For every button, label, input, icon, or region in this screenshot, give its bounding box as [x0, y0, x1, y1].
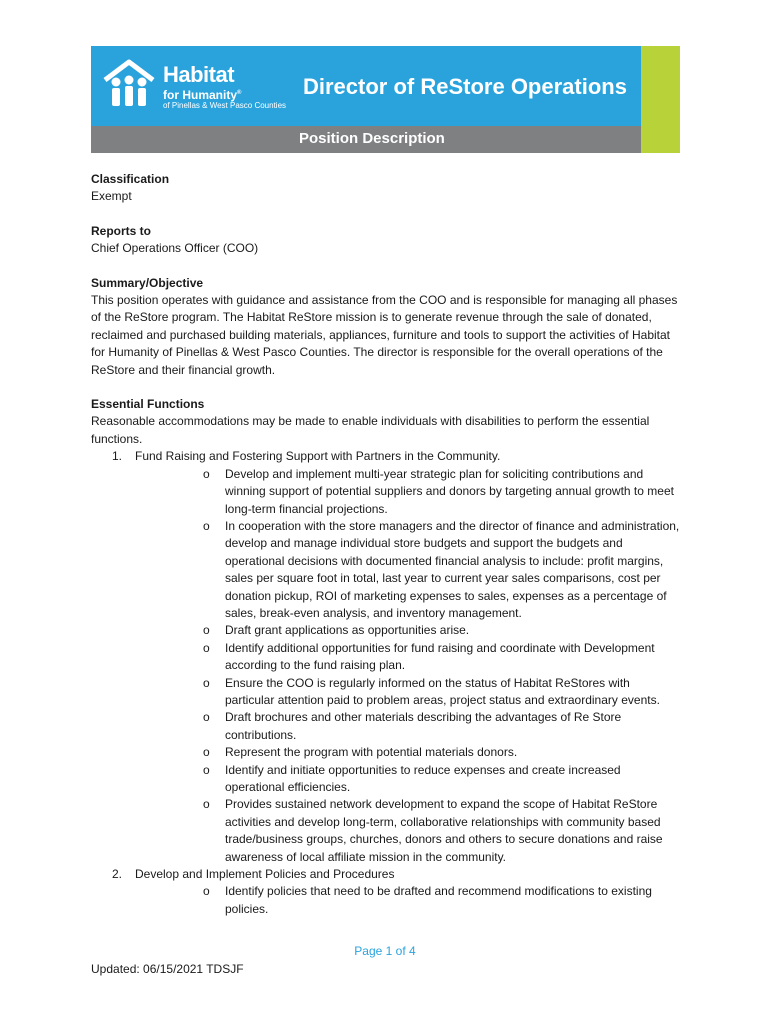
sub-item	[203, 466, 681, 518]
function-item	[112, 866, 681, 918]
document-header	[91, 46, 680, 153]
summary-section	[91, 275, 681, 379]
sub-item-text: In cooperation with the store managers and the director of finance and administration, develop and manage individual store budgets and support the budgets and operational decisions with documented financial analysis to include: profit margins, sales per square foot in total, last year to current year sales comparisons, cost per donation pickup, ROI of marketing expenses to sales, expenses as a percentage of sales, break-even analysis, and inventory management.	[225, 518, 680, 620]
reports-to-value: Chief Operations Officer (COO)	[91, 241, 259, 256]
function-sub-list	[135, 466, 681, 866]
bullet-marker: o	[203, 675, 210, 690]
function-item	[112, 448, 681, 866]
essential-functions-label: Essential Functions	[91, 397, 205, 412]
sub-item-text: Draft grant applications as opportunities arise.	[225, 623, 470, 638]
sub-item	[203, 709, 681, 744]
sub-item	[203, 744, 681, 761]
sub-item	[203, 622, 681, 639]
sub-item	[203, 675, 681, 710]
sub-item	[203, 762, 681, 797]
page-number: Page 1 of 4	[354, 944, 416, 958]
bullet-marker: o	[203, 710, 210, 725]
updated-stamp: Updated: 06/15/2021 TDSJF	[91, 962, 244, 976]
essential-functions-section	[91, 396, 681, 918]
classification-value: Exempt	[91, 189, 132, 204]
summary-label: Summary/Objective	[91, 275, 204, 290]
logo-registered-mark: ®	[237, 90, 242, 96]
sub-item	[203, 883, 681, 918]
sub-item-text: Draft brochures and other materials describing the advantages of Re Store contributions.	[225, 710, 622, 742]
document-body	[91, 171, 681, 918]
bullet-marker: o	[203, 640, 210, 655]
sub-item-text: Develop and implement multi-year strategic plan for soliciting contributions and winning support of potential suppliers and donors by targeting annual growth to meet long-term financial projections.	[225, 466, 674, 516]
functions-list	[91, 448, 681, 918]
function-number: 2.	[112, 867, 123, 882]
habitat-house-people-icon	[101, 58, 157, 110]
logo-affiliate-name: of Pinellas & West Pasco Counties	[163, 101, 287, 110]
bullet-marker: o	[203, 466, 210, 481]
reports-to-label: Reports to	[91, 223, 151, 238]
classification-label: Classification	[91, 172, 170, 186]
essential-functions-intro: Reasonable accommodations may be made to enable individuals with disabilities to perform the essential functions.	[91, 414, 650, 446]
logo-wordmark: Habitat	[163, 62, 235, 87]
sub-item-text: Represent the program with potential materials donors.	[225, 745, 518, 760]
summary-text: This position operates with guidance and assistance from the COO and is responsible for managing all phases of the ReStore program. The Habitat ReStore mission is to generate revenue through the sale of donated, reclaimed and purchased building materials, appliances, furniture and tools to support the activities of Habitat for Humanity of Pinellas & West Pasco Counties. The director is responsible for the overall operations of the ReStore and their financial growth.	[91, 293, 678, 377]
bullet-marker: o	[203, 884, 210, 899]
logo-subtitle	[163, 87, 241, 101]
sub-item	[203, 640, 681, 675]
reports-to-section	[91, 223, 681, 258]
function-title: Fund Raising and Fostering Support with Partners in the Community.	[135, 449, 501, 464]
function-title: Develop and Implement Policies and Procedures	[135, 867, 395, 882]
sub-item-text: Identify policies that need to be drafted and recommend modifications to existing policies.	[225, 884, 652, 916]
sub-item	[203, 796, 681, 866]
logo-subtitle-text: for Humanity	[163, 88, 238, 102]
bullet-marker: o	[203, 623, 210, 638]
sub-item	[203, 518, 681, 622]
classification-section	[91, 171, 681, 206]
bullet-marker: o	[203, 797, 210, 812]
sub-item-text: Provides sustained network development to expand the scope of Habitat ReStore activities and develop long-term, collaborative relationships with community based trade/business groups, churches, donors and others to secure donations and raise awareness of local affiliate mission in the community.	[225, 797, 663, 864]
function-number: 1.	[112, 449, 123, 464]
job-title: Director of ReStore Operations	[303, 74, 627, 99]
bullet-marker: o	[203, 762, 210, 777]
position-description-label: Position Description	[299, 130, 445, 147]
bullet-marker: o	[203, 745, 210, 760]
function-sub-list	[135, 883, 681, 918]
sub-item-text: Identify and initiate opportunities to reduce expenses and create increased operational efficiencies.	[225, 762, 621, 794]
habitat-logo	[101, 56, 291, 116]
sub-item-text: Identify additional opportunities for fund raising and coordinate with Development according to the fund raising plan.	[225, 640, 655, 673]
header-green-accent	[641, 46, 680, 153]
bullet-marker: o	[203, 518, 210, 533]
sub-item-text: Ensure the COO is regularly informed on the status of Habitat ReStores with particular attention paid to problem areas, project status and extraordinary events.	[225, 675, 660, 707]
